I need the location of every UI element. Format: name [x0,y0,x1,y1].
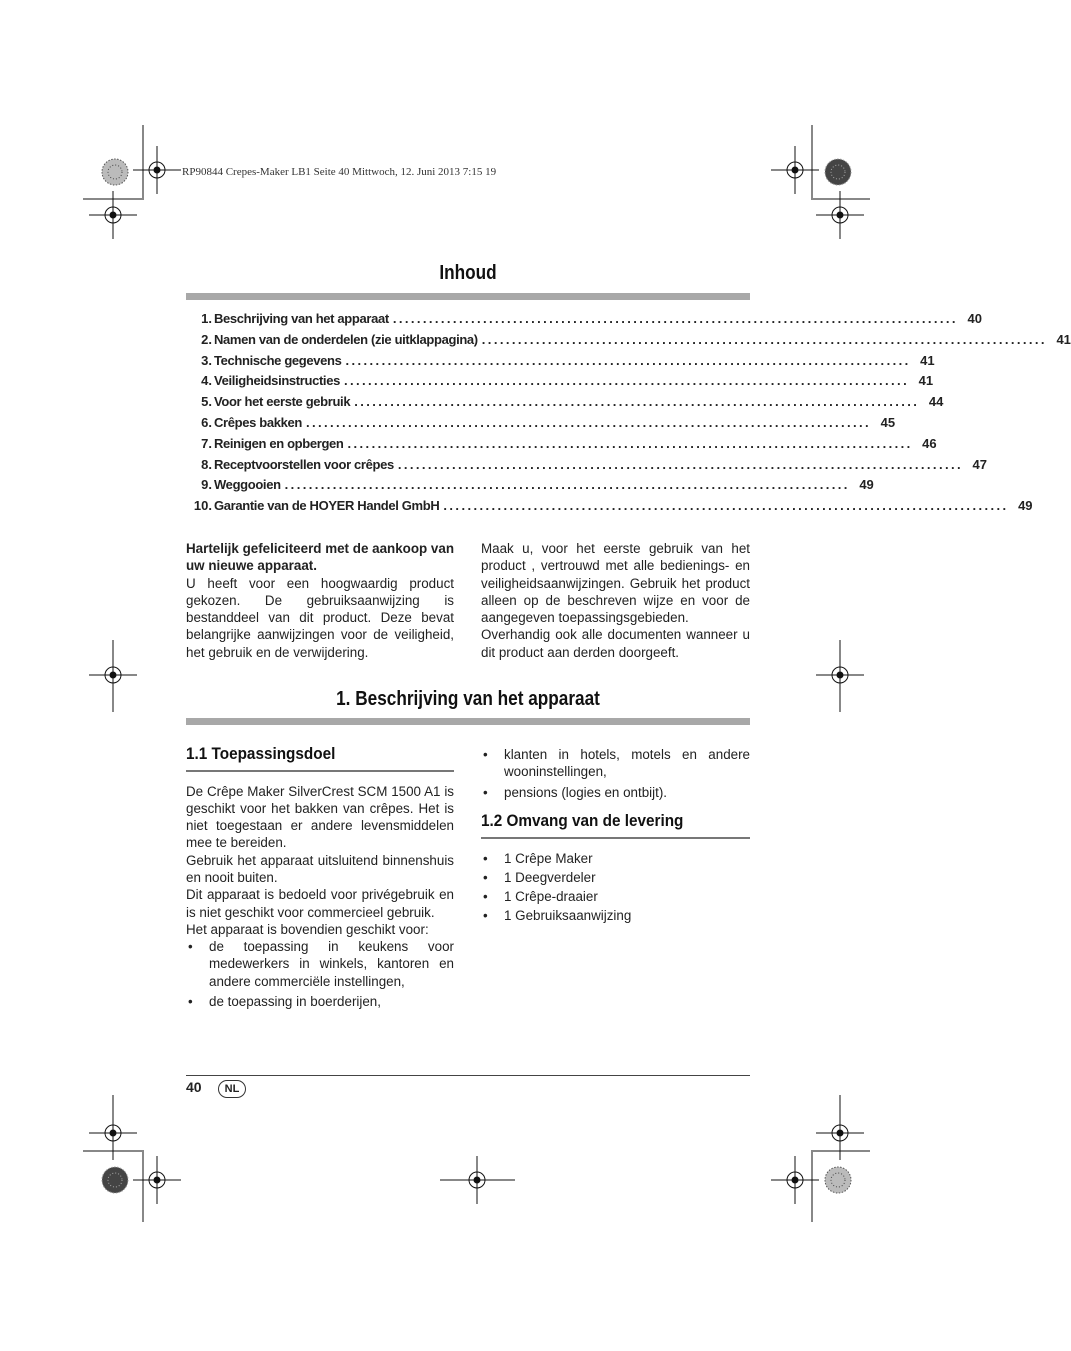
list-item: • de toepassing in boerderijen, [186,993,454,1010]
subsection-1-2-title: 1.2 Omvang van de levering [481,811,684,830]
toc-entry: 9. Weggooien .............................................................................................. 49 [201,477,874,493]
intro-congratulations: Hartelijk gefeliciteerd met de aankoop van uw nieuwe apparaat. [186,541,454,574]
toc-title: Inhoud [439,262,497,284]
section-1-title: 1. Beschrijving van het apparaat [336,688,600,710]
list-item: • pensions (logies en ontbijt). [481,784,750,801]
toc-entry: 2. Namen van de onderdelen (zie uitklappagina) .............................................................................................. 41 [201,331,1071,347]
intro-left-text: U heeft voor een hoogwaardig product gekozen. De gebruiksaanwijzing is bestanddeel van dit product. Deze bevat belangrijke aanwijzingen voor de veiligheid, het gebruik en de verwijdering. [186,575,454,660]
toc-entry: 1. Beschrijving van het apparaat .............................................................................................. 40 [201,311,982,326]
purpose-paragraph-4: Het apparaat is bovendien geschikt voor: [186,921,429,937]
list-item: • klanten in hotels, motels en andere wooninstellingen, [481,746,750,781]
list-item: • 1 Deegverdeler [481,868,750,887]
toc-entry: 7. Reinigen en opbergen .............................................................................................. 46 [201,435,937,451]
subsection-1-1-title: 1.1 Toepassingsdoel [186,744,336,763]
toc-entry: 3. Technische gegevens .............................................................................................. 41 [201,352,935,368]
purpose-paragraph-1: De Crêpe Maker SilverCrest SCM 1500 A1 is geschikt voor het bakken van crêpes. Het is niet toegestaan er andere levensmiddelen mee te bereiden. [186,783,454,851]
toc-entry: 6. Crêpes bakken .............................................................................................. 45 [201,414,896,430]
list-item: • 1 Gebruiksaanwijzing [481,906,750,925]
list-item: • 1 Crêpe Maker [481,849,750,868]
purpose-paragraph-2: Gebruik het apparaat uitsluitend binnenshuis en nooit buiten. [186,852,454,885]
toc-entry: 8. Receptvoorstellen voor crêpes .............................................................................................. 47 [201,456,987,472]
list-item: • 1 Crêpe-draaier [481,887,750,906]
page-number: 40 [186,1079,202,1095]
intro-right-text-2: Overhandig ook alle documenten wanneer u dit product aan derden doorgeeft. [481,627,750,660]
intro-right-text-1: Maak u, voor het eerste gebruik van het product , vertrouwd met alle bedienings- en veiligheidsaanwijzingen. Gebruik het product alleen op de beschreven wijze en voor de aangegeven toepassingsgebieden. [481,541,750,626]
toc-entry: 4. Veiligheidsinstructies .............................................................................................. 41 [201,373,934,389]
language-badge: NL [218,1080,246,1098]
toc-entry: 10. Garantie van de HOYER Handel GmbH .............................................................................................. 49 [193,498,1033,514]
list-item: • de toepassing in keukens voor medewerkers in winkels, kantoren en andere commerciële instellingen, [186,938,454,990]
purpose-paragraph-3: Dit apparaat is bedoeld voor privégebruik en is niet geschikt voor commercieel gebruik. [186,887,454,920]
print-header: RP90844 Crepes-Maker LB1 Seite 40 Mittwoch, 12. Juni 2013 7:15 19 [182,166,497,178]
toc-entry: 5. Voor het eerste gebruik .............................................................................................. 44 [201,394,944,410]
